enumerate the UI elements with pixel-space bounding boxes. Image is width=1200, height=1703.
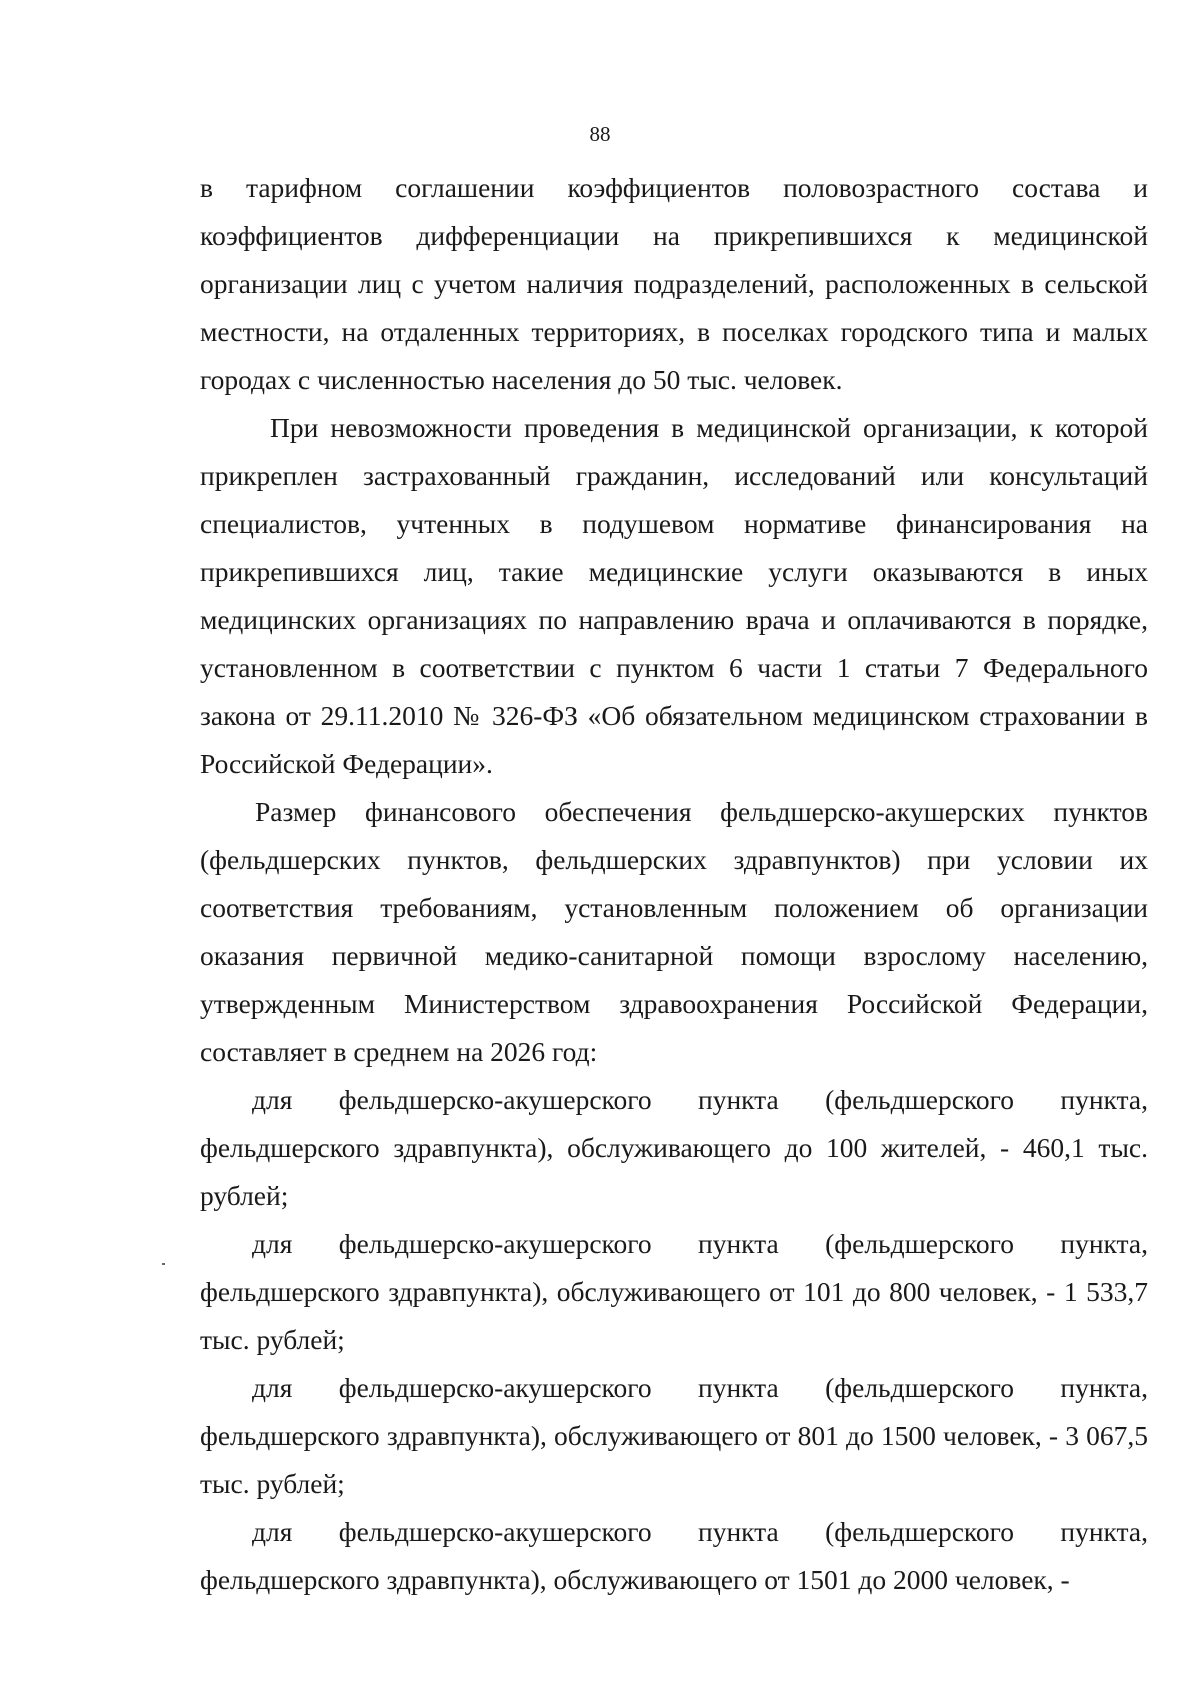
list-item-801-1500: для фельдшерско-акушерского пункта (фельдшерского пункта, фельдшерского здравпункта), обслуживающего от 801 до 1500 человек, - 3 067,5 тыс. рублей;	[200, 1372, 1148, 1499]
paragraph-continuation: в тарифном соглашении коэффициентов половозрастного состава и коэффициентов дифференциации на прикрепившихся к медицинской организации лиц с учетом наличия подразделений, расположенных в сельской местности, на отдаленных территориях, в поселках городского типа и малых городах с численностью населения до 50 тыс. человек.	[200, 172, 1148, 395]
paragraph-financing-size: Размер финансового обеспечения фельдшерско-акушерских пунктов (фельдшерских пунктов, фельдшерских здравпунктов) при условии их соответствия требованиям, установленным положением об организации оказания первичной медико-санитарной помощи взрослому населению, утвержденным Министерством здравоохранения Российской Федерации, составляет в среднем на 2026 год:	[200, 796, 1148, 1067]
list-item-1501-2000: для фельдшерско-акушерского пункта (фельдшерского пункта, фельдшерского здравпункта), обслуживающего от 1501 до 2000 человек, -	[200, 1516, 1148, 1595]
list-item-up-to-100: для фельдшерско-акушерского пункта (фельдшерского пункта, фельдшерского здравпункта), обслуживающего до 100 жителей, - 460,1 тыс. рублей;	[200, 1084, 1148, 1211]
page-number: 88	[589, 122, 611, 146]
document-body	[200, 164, 1148, 1604]
list-item-101-800: для фельдшерско-акушерского пункта (фельдшерского пункта, фельдшерского здравпункта), обслуживающего от 101 до 800 человек, - 1 533,7 тыс. рублей;	[200, 1228, 1148, 1355]
paragraph-consultations: При невозможности проведения в медицинской организации, к которой прикреплен застрахованный гражданин, исследований или консультаций специалистов, учтенных в подушевом нормативе финансирования на прикрепившихся лиц, такие медицинские услуги оказываются в иных медицинских организациях по направлению врача и оплачиваются в порядке, установленном в соответствии с пунктом 6 части 1 статьи 7 Федерального закона от 29.11.2010 № 326-ФЗ «Об обязательном медицинском страховании в Российской Федерации».	[200, 412, 1148, 779]
scan-speck	[162, 1263, 165, 1265]
